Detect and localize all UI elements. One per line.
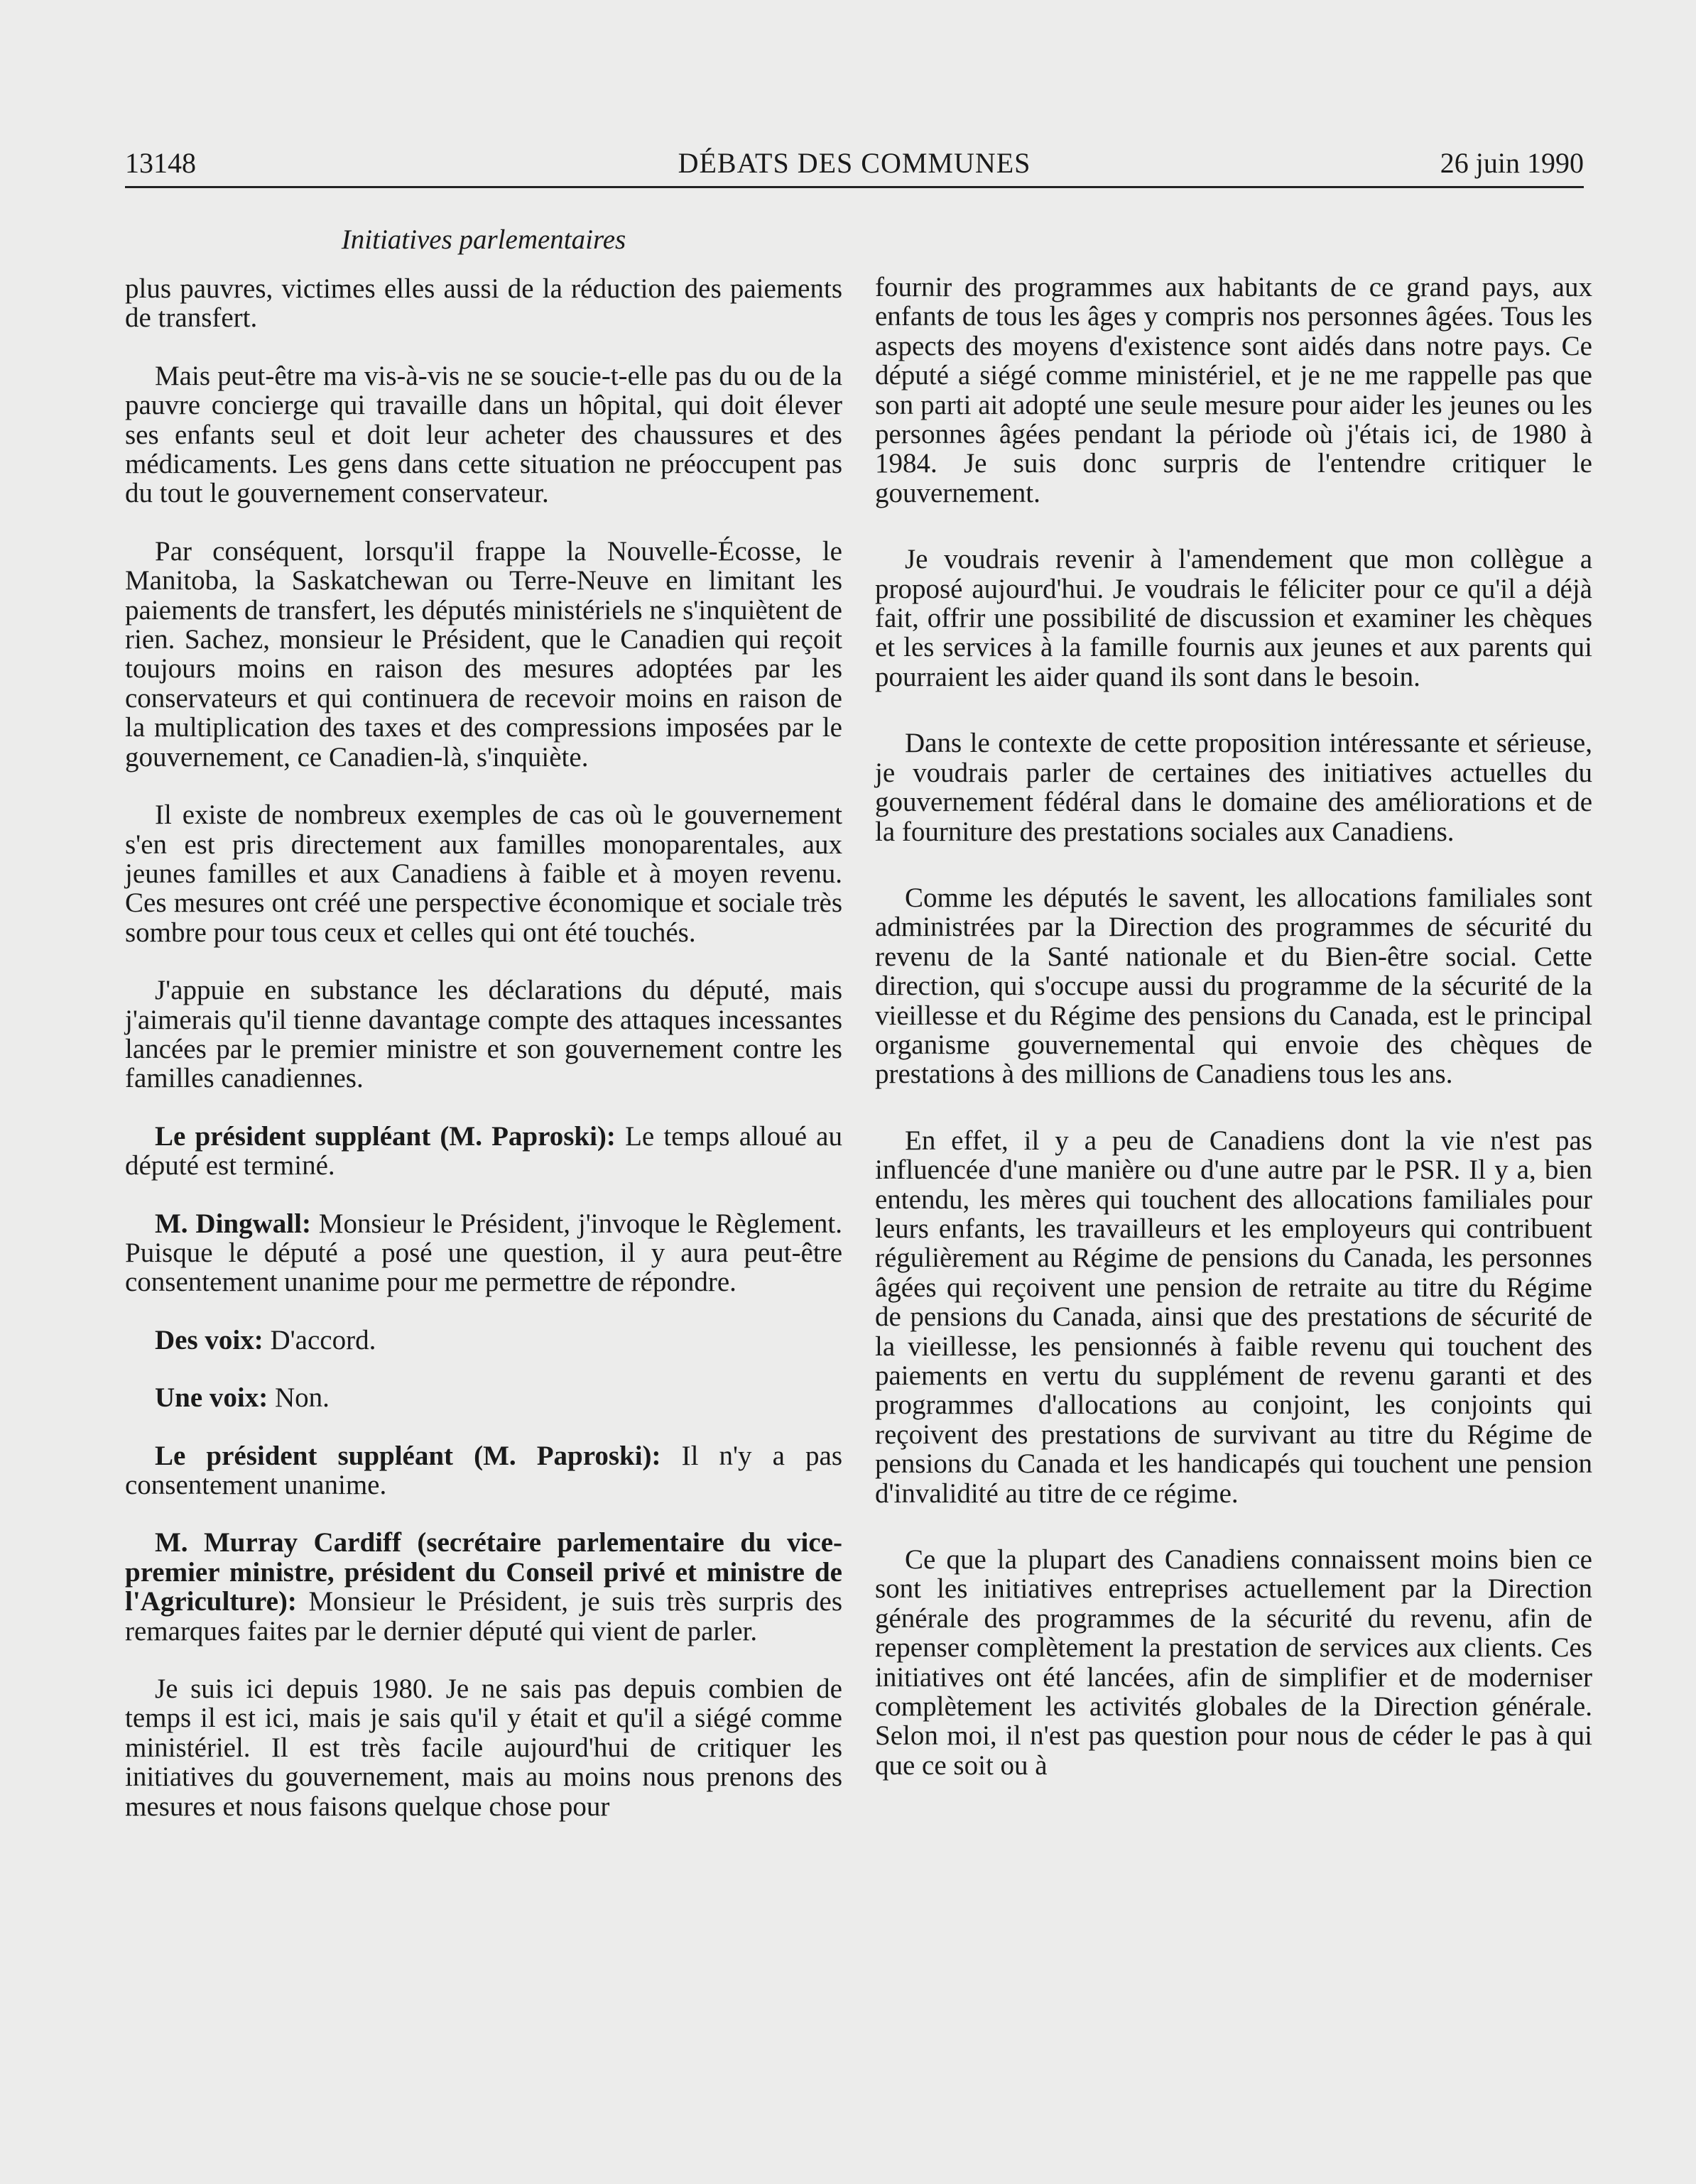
paragraph: Par conséquent, lorsqu'il frappe la Nouvelle-Écosse, le Manitoba, la Saskatchewan ou Terre-Neuve en limitant les paiements de transfert, les députés ministériels ne s'inquiètent de rien. Sachez, monsieur le Président, que le Canadien qui reçoit toujours moins en raison des mesures adoptées par les conservateurs et qui continuera de recevoir moins en raison de la multiplication des taxes et des compressions imposées par le gouvernement, ce Canadien-là, s'inquiète. (125, 535, 842, 772)
section-title: Initiatives parlementaires (341, 224, 626, 255)
header-rule (125, 186, 1584, 188)
publication-title: DÉBATS DES COMMUNES (678, 147, 1031, 179)
right-column (875, 273, 1592, 2154)
speaker-name: Le président suppléant (M. Paproski): (155, 1440, 661, 1471)
speaker-name: Une voix: (155, 1382, 268, 1414)
paragraph: Des voix: D'accord. (155, 1324, 376, 1355)
page-number: 13148 (125, 147, 196, 179)
speaker-name: M. Dingwall: (155, 1208, 311, 1239)
paragraph: En effet, il y a peu de Canadiens dont la vie n'est pas influencée d'une manière ou d'une autre par le PSR. Il y a, bien entendu, les mères qui touchent des allocations familiales pour leurs enfants, les travailleurs et les employeurs qui contribuent régulièrement au Régime de pensions du Canada, les personnes âgées qui reçoivent une pension de retraite au titre du Régime de pensions du Canada, ainsi que des prestations de sécurité de la vieillesse, les pensionnés à faible revenu qui touchent des paiements en vertu du supplément de revenu garanti et des programmes d'allocations au conjoint, les conjoints qui reçoivent des prestations de survivant au titre du Régime de pensions du Canada et les handicapés qui touchent une pension d'invalidité au titre de ce régime. (875, 1125, 1592, 1509)
speaker-name: Le président suppléant (M. Paproski): (155, 1120, 616, 1152)
paragraph: Je voudrais revenir à l'amendement que mon collègue a proposé aujourd'hui. Je voudrais le féliciter pour ce qu'il a déjà fait, offrir une possibilité de discussion et examiner les chèques et les services à la famille fournis aux jeunes et aux parents qui pourraient les aider quand ils sont dans le besoin. (875, 544, 1592, 692)
paragraph: Il existe de nombreux exemples de cas où le gouvernement s'en est pris directement aux familles monoparentales, aux jeunes familles et aux Canadiens à faible et à moyen revenu. Ces mesures ont créé une perspective économique et sociale très sombre pour tous ceux et celles qui ont été touchés. (125, 799, 842, 948)
paragraph: Mais peut-être ma vis-à-vis ne se soucie-t-elle pas du ou de la pauvre concierge qui travaille dans un hôpital, qui doit élever ses enfants seul et doit leur acheter des chaussures et des médicaments. Les gens dans cette situation ne préoccupent pas du tout le gouvernement conservateur. (125, 360, 842, 509)
left-column (125, 274, 842, 2156)
paragraph: M. Dingwall: Monsieur le Président, j'invoque le Règlement. Puisque le député a posé une question, il y aura peut-être consentement unanime pour me permettre de répondre. (125, 1208, 842, 1298)
paragraph: Ce que la plupart des Canadiens connaissent moins bien ce sont les initiatives entreprises actuellement par la Direction générale des programmes de la sécurité du revenu, afin de repenser complètement la prestation de services aux clients. Ces initiatives ont été lancées, afin de simplifier et de moderniser complètement les activités globales de la Direction générale. Selon moi, il n'est pas question pour nous de céder le pas à qui que ce soit ou à (875, 1544, 1592, 1781)
paragraph: J'appuie en substance les déclarations du député, mais j'aimerais qu'il tienne davantage compte des attaques incessantes lancées par le premier ministre et son gouvernement contre les familles canadiennes. (125, 975, 842, 1094)
paragraph: Une voix: Non. (155, 1382, 330, 1414)
speaker-name: M. Murray Cardiff (secrétaire parlementaire du vice-premier ministre, président du Conseil privé et ministre de l'Agriculture): (125, 1527, 842, 1617)
page-header (125, 142, 1584, 185)
paragraph: Je suis ici depuis 1980. Je ne sais pas depuis combien de temps il est ici, mais je sais qu'il y était et qu'il a siégé comme ministériel. Il est très facile aujourd'hui de critiquer les initiatives du gouvernement, mais au moins nous prenons des mesures et nous faisons quelque chose pour (125, 1674, 842, 1822)
speaker-name: Des voix: (155, 1324, 263, 1355)
paragraph: plus pauvres, victimes elles aussi de la réduction des paiements de transfert. (125, 273, 842, 334)
paragraph: Comme les députés le savent, les allocations familiales sont administrées par la Direction des programmes de sécurité du revenu de la Santé nationale et du Bien-être social. Cette direction, qui s'occupe aussi du programme de la sécurité de la vieillesse et du Régime des pensions du Canada, est le principal organisme gouvernemental qui envoie des chèques de prestations à des millions de Canadiens tous les ans. (875, 882, 1592, 1090)
paragraph: fournir des programmes aux habitants de ce grand pays, aux enfants de tous les âges y compris nos personnes âgées. Tous les aspects des moyens d'existence sont aidés dans notre pays. Ce député a siégé comme ministériel, et je ne me rappelle pas que son parti ait adopté une seule mesure pour aider les jeunes ou les personnes âgées pendant la période où j'étais ici, de 1980 à 1984. Je suis donc surpris de l'entendre critiquer le gouvernement. (875, 272, 1592, 508)
paragraph: Le président suppléant (M. Paproski): Le temps alloué au député est terminé. (125, 1120, 842, 1181)
paragraph: Le président suppléant (M. Paproski): Il n'y a pas consentement unanime. (125, 1440, 842, 1500)
publication-date: 26 juin 1990 (1440, 147, 1584, 179)
paragraph: Dans le contexte de cette proposition intéressante et sérieuse, je voudrais parler de certaines des initiatives actuelles du gouvernement fédéral dans le domaine des améliorations et de la fourniture des prestations sociales aux Canadiens. (875, 728, 1592, 847)
paragraph: M. Murray Cardiff (secrétaire parlementaire du vice-premier ministre, président du Conseil privé et ministre de l'Agriculture): Monsieur le Président, je suis très surpris des remarques faites par le dernier député qui vient de parler. (125, 1527, 842, 1647)
